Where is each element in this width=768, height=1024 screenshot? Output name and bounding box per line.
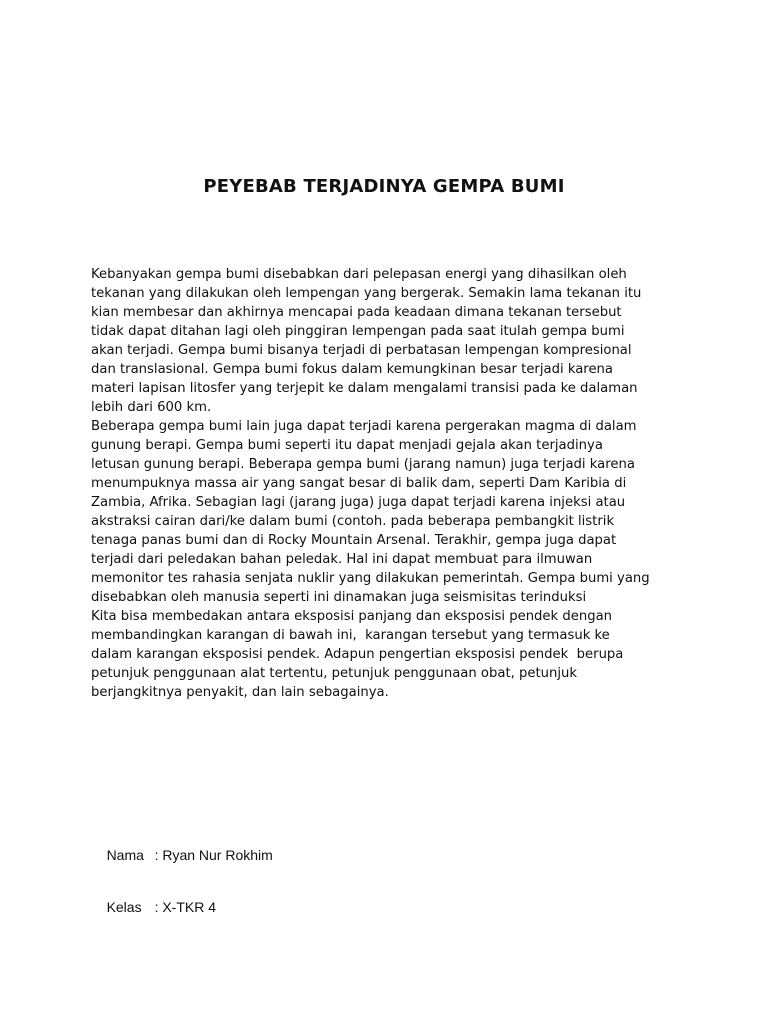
body-line: tidak dapat ditahan lagi oleh pinggiran lempengan pada saat itulah gempa bumi	[91, 324, 625, 339]
name-label: Nama	[106, 847, 144, 863]
body-line: disebabkan oleh manusia seperti ini dinamakan juga seismisitas terinduksi	[91, 590, 587, 605]
body-line: materi lapisan litosfer yang terjepit ke dalam mengalami transisi pada ke dalaman	[91, 381, 638, 396]
body-line: dan translasional. Gempa bumi fokus dalam kemungkinan besar terjadi karena	[91, 362, 613, 377]
student-name-row	[91, 831, 273, 879]
body-line: lebih dari 600 km.	[91, 400, 212, 415]
body-line: dalam karangan eksposisi pendek. Adapun pengertian eksposisi pendek berupa	[91, 647, 624, 662]
body-line: tenaga panas bumi dan di Rocky Mountain Arsenal. Terakhir, gempa juga dapat	[91, 533, 617, 548]
body-line: gunung berapi. Gempa bumi seperti itu dapat menjadi gejala akan terjadinya	[91, 438, 603, 453]
body-line: petunjuk penggunaan alat tertentu, petunjuk penggunaan obat, petunjuk	[91, 666, 578, 681]
body-line: Zambia, Afrika. Sebagian lagi (jarang juga) juga dapat terjadi karena injeksi atau	[91, 495, 626, 510]
name-value: : Ryan Nur Rokhim	[154, 847, 273, 863]
body-line: akstraksi cairan dari/ke dalam bumi (contoh. pada beberapa pembangkit listrik	[91, 514, 615, 529]
body-line: kian membesar dan akhirnya mencapai pada keadaan dimana tekanan tersebut	[91, 305, 622, 320]
body-line: terjadi dari peledakan bahan peledak. Hal ini dapat membuat para ilmuwan	[91, 552, 593, 567]
document-title: PEYEBAB TERJADINYA GEMPA BUMI	[203, 176, 565, 197]
body-line: membandingkan karangan di bawah ini, karangan tersebut yang termasuk ke	[91, 628, 610, 643]
class-value: : X-TKR 4	[154, 899, 217, 915]
body-line: akan terjadi. Gempa bumi bisanya terjadi di perbatasan lempengan kompresional	[91, 343, 632, 358]
student-class-row	[91, 883, 216, 931]
class-label: Kelas	[106, 899, 142, 915]
body-line: Kita bisa membedakan antara eksposisi panjang dan eksposisi pendek dengan	[91, 609, 613, 624]
body-line: Kebanyakan gempa bumi disebabkan dari pelepasan energi yang dihasilkan oleh	[91, 267, 627, 282]
body-line: berjangkitnya penyakit, dan lain sebagainya.	[91, 685, 389, 700]
body-line: menumpuknya massa air yang sangat besar di balik dam, seperti Dam Karibia di	[91, 476, 627, 491]
body-line: memonitor tes rahasia senjata nuklir yang dilakukan pemerintah. Gempa bumi yang	[91, 571, 650, 586]
body-line: tekanan yang dilakukan oleh lempengan yang bergerak. Semakin lama tekanan itu	[91, 286, 642, 301]
body-line: Beberapa gempa bumi lain juga dapat terjadi karena pergerakan magma di dalam	[91, 419, 637, 434]
body-line: letusan gunung berapi. Beberapa gempa bumi (jarang namun) juga terjadi karena	[91, 457, 635, 472]
document-body	[91, 265, 691, 702]
